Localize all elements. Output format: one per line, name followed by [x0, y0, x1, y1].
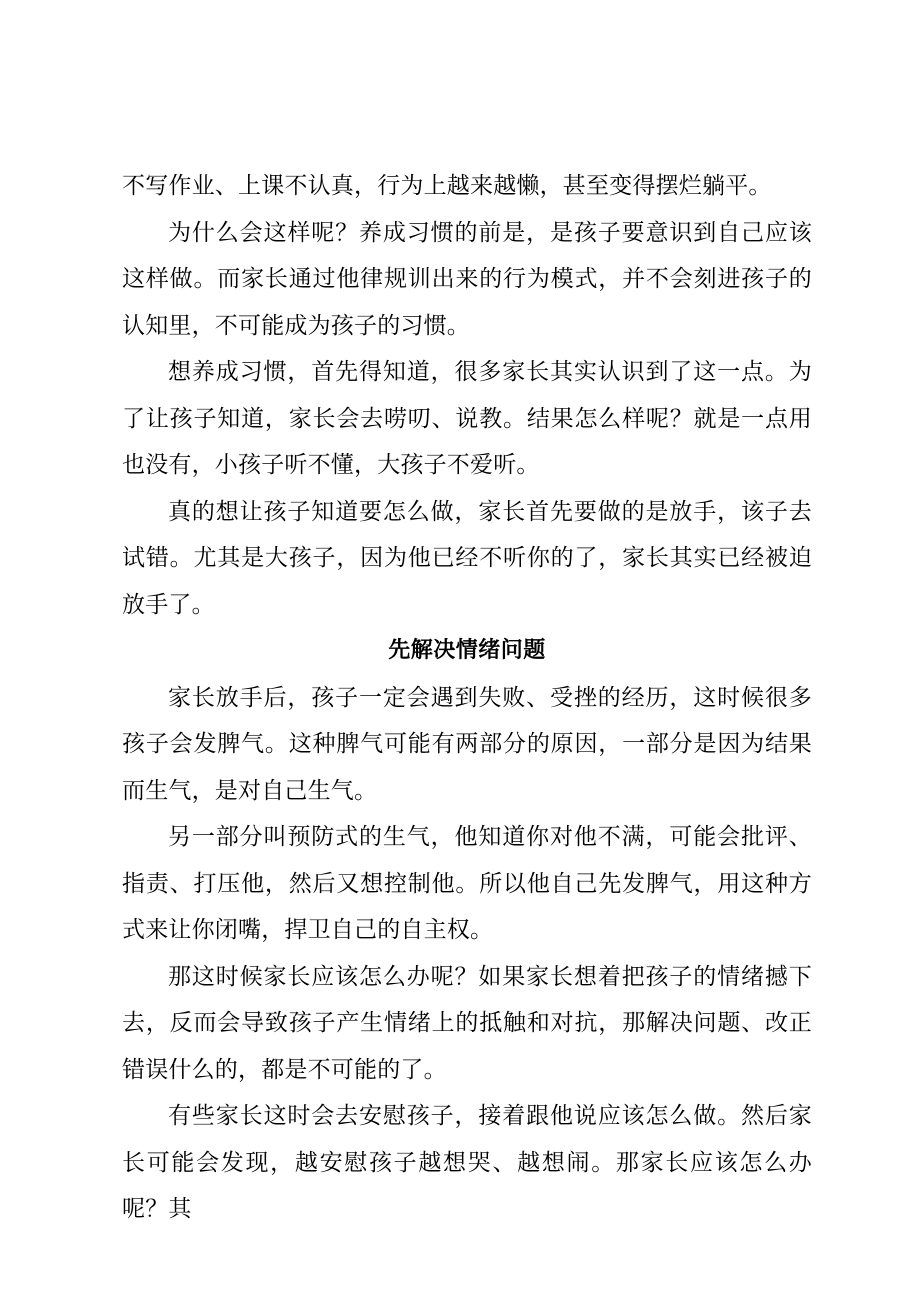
- document-body: [122, 163, 812, 1233]
- paragraph: 那这时候家长应该怎么办呢？如果家长想着把孩子的情绪撼下去，反而会导致孩子产生情绪上的抵触和对抗，那解决问题、改正错误什么的，都是不可能的了。: [122, 963, 812, 1083]
- paragraph: 有些家长这时会去安慰孩子，接着跟他说应该怎么做。然后家长可能会发现，越安慰孩子越想哭、越想闹。那家长应该怎么办呢？其: [122, 1103, 812, 1222]
- paragraph: 家长放手后，孩子一定会遇到失败、受挫的经历，这时候很多孩子会发脾气。这种脾气可能有两部分的原因，一部分是因为结果而生气，是对自己生气。: [122, 684, 812, 804]
- paragraph-continuation: 不写作业、上课不认真，行为上越来越懒，甚至变得摆烂躺平。: [122, 173, 772, 199]
- section-heading: 先解决情绪问题: [388, 638, 546, 663]
- paragraph: 另一部分叫预防式的生气，他知道你对他不满，可能会批评、指责、打压他，然后又想控制他。所以他自己先发脾气，用这种方式来让你闭嘴，捍卫自己的自主权。: [122, 824, 812, 943]
- paragraph: 真的想让孩子知道要怎么做，家长首先要做的是放手，该子去试错。尤其是大孩子，因为他已经不听你的了，家长其实已经被迫放手了。: [122, 498, 812, 618]
- paragraph: 想养成习惯，首先得知道，很多家长其实认识到了这一点。为了让孩子知道，家长会去唠叨、说教。结果怎么样呢？就是一点用也没有，小孩子听不懂，大孩子不爱听。: [122, 359, 812, 478]
- paragraph: 为什么会这样呢？养成习惯的前是，是孩子要意识到自己应该这样做。而家长通过他律规训出来的行为模式，并不会刻进孩子的认知里，不可能成为孩子的习惯。: [122, 219, 812, 339]
